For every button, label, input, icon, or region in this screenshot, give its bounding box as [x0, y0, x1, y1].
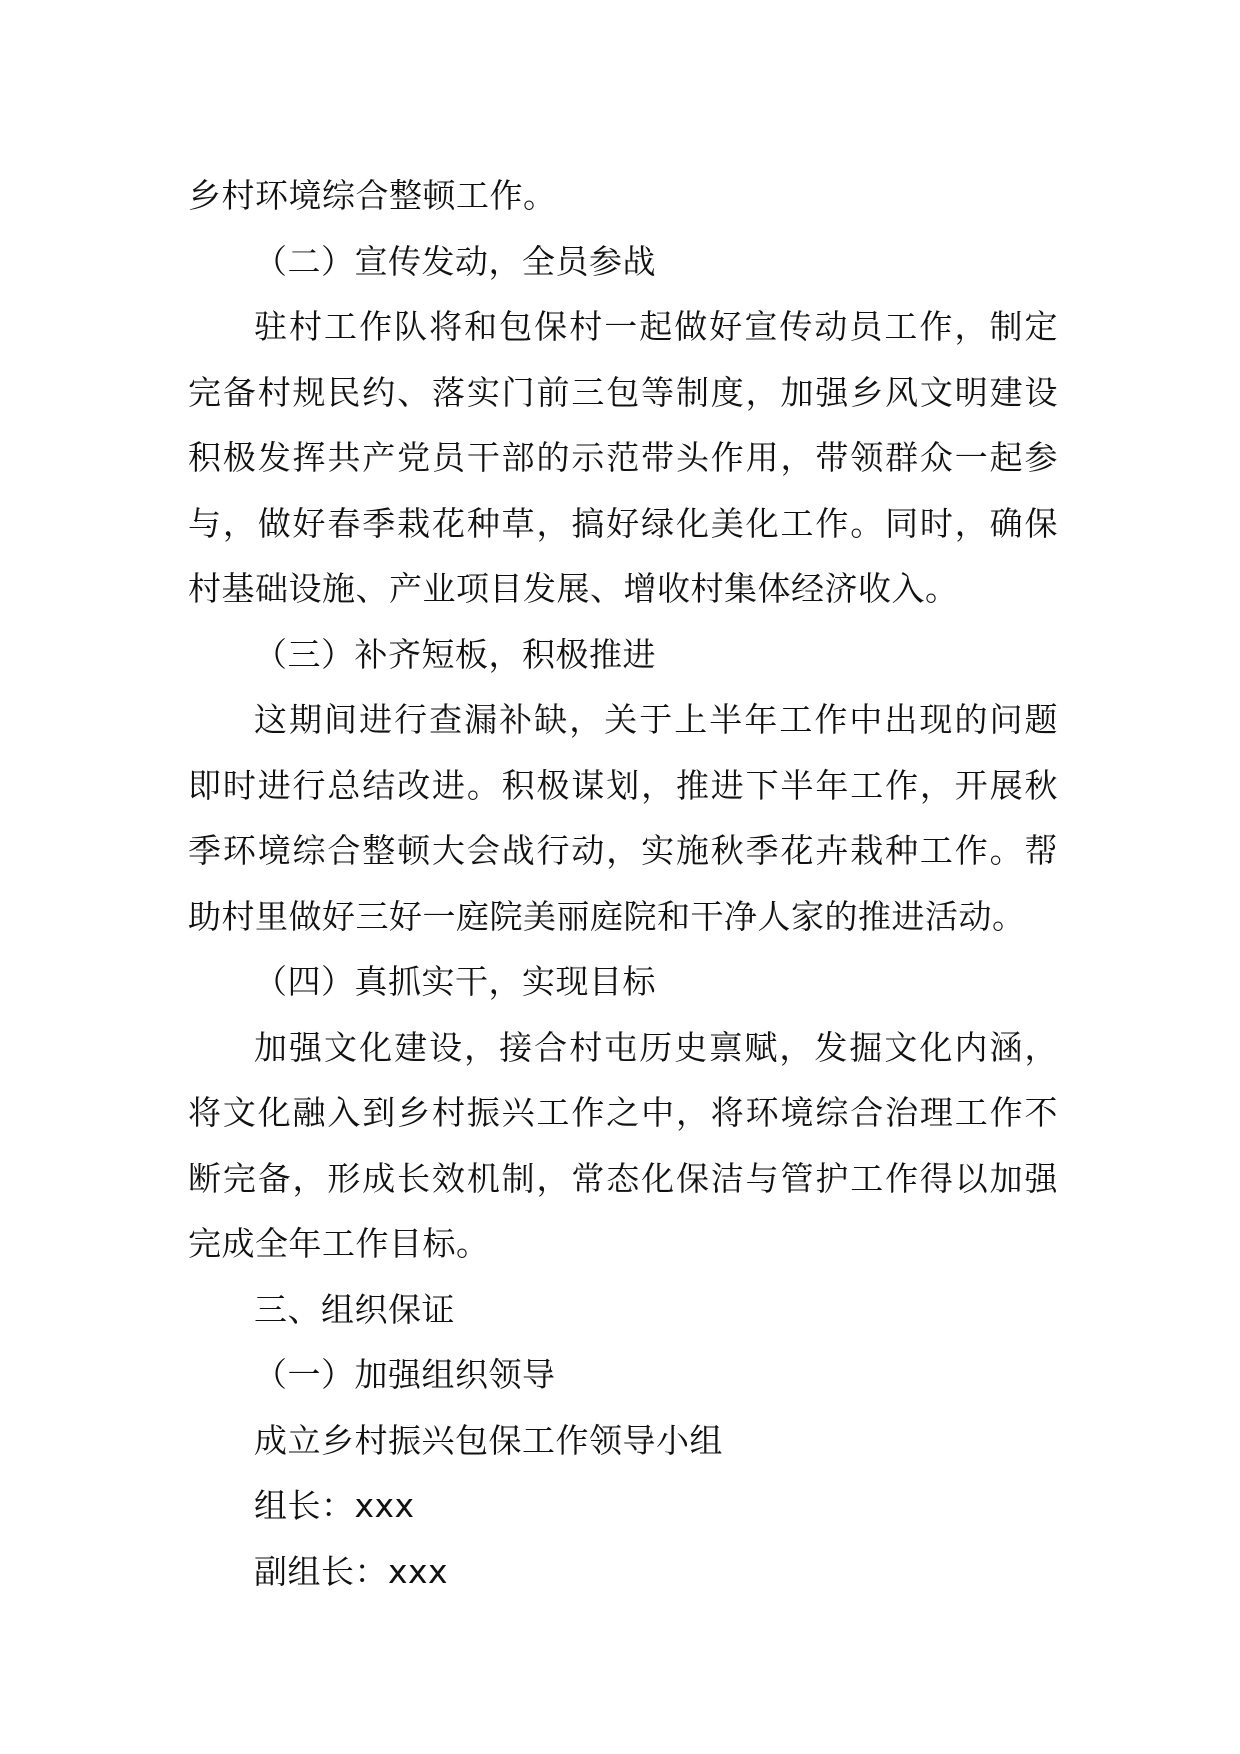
document-body: [188, 163, 1058, 1604]
sub-heading-leadership: （一）加强组织领导: [254, 1355, 556, 1394]
heading-propaganda: （二）宣传发动，全员参战: [254, 241, 656, 281]
paragraph-line: 加强文化建设，接合村屯历史禀赋，发掘文化内涵，: [254, 1027, 1058, 1067]
paragraph-line: 村基础设施、产业项目发展、增收村集体经济收入。: [188, 569, 959, 608]
paragraph-line: 季环境综合整顿大会战行动，实施秋季花卉栽种工作。帮: [188, 831, 1058, 870]
paragraph-line: 完成全年工作目标。: [188, 1224, 490, 1263]
continuation-line: 乡村环境综合整顿工作。: [188, 176, 557, 215]
paragraph-line: 将文化融入到乡村振兴工作之中，将环境综合治理工作不: [188, 1093, 1058, 1132]
section-heading-organization: 三、组织保证: [254, 1289, 455, 1329]
paragraph-line: 这期间进行查漏补缺，关于上半年工作中出现的问题: [254, 700, 1058, 739]
paragraph-line: 与，做好春季栽花种草，搞好绿化美化工作。同时，确保: [188, 503, 1058, 543]
paragraph-line: 助村里做好三好一庭院美丽庭院和干净人家的推进活动。: [188, 896, 1026, 936]
paragraph-line: 完备村规民约、落实门前三包等制度，加强乡风文明建设: [188, 372, 1058, 412]
heading-shortboard: （三）补齐短板，积极推进: [254, 634, 656, 674]
paragraph-shortboard: [188, 687, 1058, 949]
paragraph-line: 积极发挥共产党员干部的示范带头作用，带领群众一起参: [188, 438, 1058, 477]
deputy-leader-line: 副组长：xxx: [254, 1551, 449, 1591]
paragraph-line: 即时进行总结改进。积极谋划，推进下半年工作，开展秋: [188, 765, 1058, 805]
paragraph-propaganda: [188, 294, 1058, 622]
paragraph-line: 断完备，形成长效机制，常态化保洁与管护工作得以加强: [188, 1158, 1058, 1198]
group-line: 成立乡村振兴包保工作领导小组: [254, 1420, 723, 1460]
heading-goals: （四）真抓实干，实现目标: [254, 962, 656, 1001]
paragraph-line: 驻村工作队将和包保村一起做好宣传动员工作，制定: [254, 307, 1058, 346]
paragraph-goals: [188, 1015, 1058, 1277]
leader-line: 组长：xxx: [254, 1486, 415, 1525]
